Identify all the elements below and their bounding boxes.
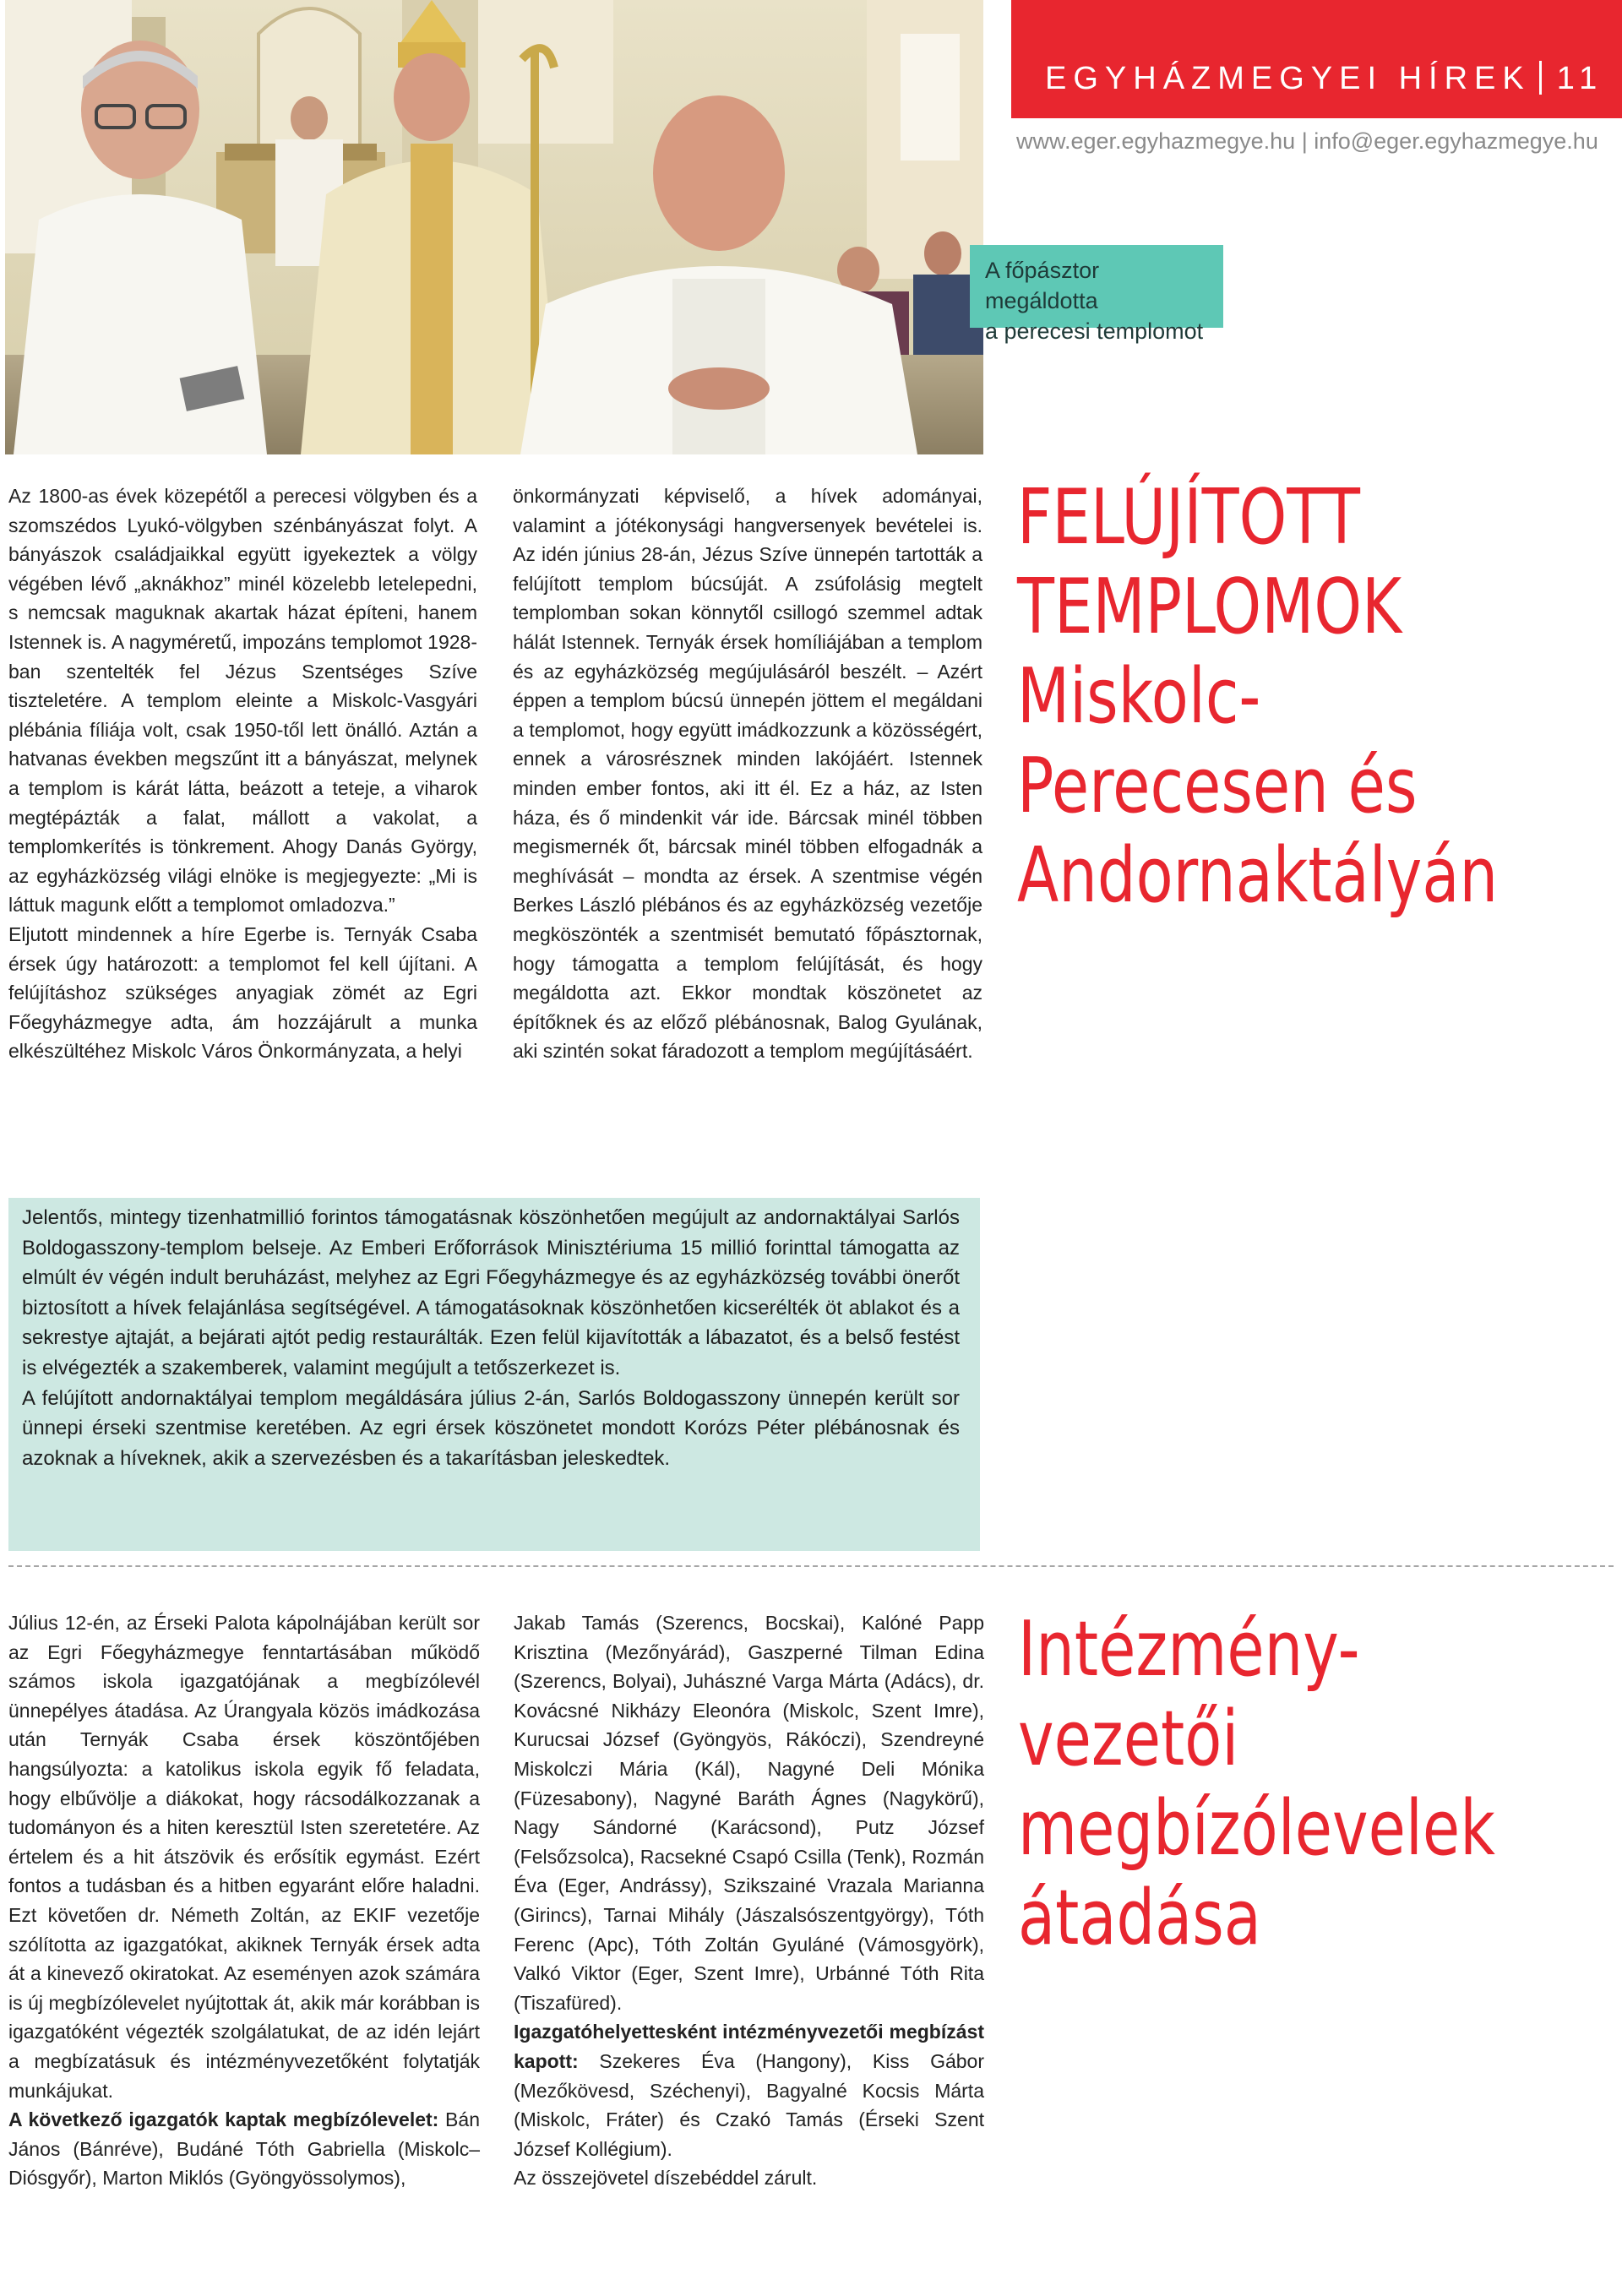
article1-column-1 <box>8 482 477 1066</box>
caption-line-1: A főpásztor megáldotta <box>985 258 1100 313</box>
article1-paragraph-3: önkormányzati képviselő, a hívek adományai, valamint a jótékonysági hangversenyek bevételei is. Az idén június 28-án, Jézus Szíve ünnepén tartották a felújított templom búcsúját. A zsúfolásig megtelt templomban sokan könnytől csillogó szemmel adtak hálát Istennek. Ternyák érsek homíliájában a templom és az egyházközség megújulásáról beszélt. – Azért éppen a templom búcsú ünnepén jöttem el megáldani a templomot, hogy együtt imádkozzunk a közösségért, ennek a városrésznek minden lakójáért. Istennek minden ember fontos, aki itt él. Ez a ház, az Isten háza, és ő mindenkit vár ide. Bárcsak minél többen megismernék őt, bárcsak minél többen elfogadnák a meghívását – mondta az érsek. A szentmise végén Berkes László plébános és az egyházközség vezetője megköszönték a szentmisét bemutató főpásztornak, hogy támogatta a templom felújítását, és hogy megáldotta azt. Ekkor mondtak köszönetet az építőknek és az előző plébánosnak, Balog Gyulának, aki szintén sokat fáradozott a templom megújításáért. <box>513 485 982 1063</box>
section-name: EGYHÁZMEGYEI HÍREK <box>1045 61 1531 96</box>
article1-paragraph-2: Eljutott mindennek a híre Egerbe is. Ternyák Csaba érsek úgy határozott: a templomot fel kell újítani. A felújításhoz szükséges anyagiak zömét az Egri Főegyházmegye adta, ám hozzájárult a munka elkészültéhez Miskolc Város Önkormányzata, a helyi <box>8 922 477 1063</box>
header-separator <box>1539 61 1542 95</box>
headline-line-3: Miskolc- <box>1017 652 1261 741</box>
directors-list-continued: Jakab Tamás (Szerencs, Bocskai), Kalóné Papp Krisztina (Mezőnyárád), Gaszperné Tilman Edina (Szerencs, Bolyai), Juhászné Varga Márta (Adács), dr. Kovácsné Nikházy Eleonóra (Miskolc, Szent Imre), Kurucsai József (Gyöngyös, Rákóczi), Szendreyné Miskolczi Mária (Kál), Nagyné Deli Mónika (Füzesabony), Nagyné Baráth Ágnes (Nagykörű), Nagy Sándorné (Karácsond), Putz József (Felsőzsolca), Racsekné Csapó Csilla (Tenk), Rozmán Éva (Eger, Andrássy), Szikszainé Vrazala Marianna (Girincs), Tarnai Mihály (Jászalsószentgyörgy), Tóth Ferenc (Apc), Tóth Zoltán Gyuláné (Vámosgyörk), Valkó Viktor (Eger, Szent Imre), Urbánné Tóth Rita (Tiszafüred). <box>514 1612 984 2014</box>
headline2-line-1: Intézmény- <box>1018 1605 1360 1694</box>
article2-column-1 <box>8 1608 480 2193</box>
header-bar <box>1011 0 1622 118</box>
headline2-line-4: átadása <box>1018 1874 1261 1962</box>
deputies-list: Szekeres Éva (Hangony), Kiss Gábor (Mezőkövesd, Széchenyi), Bagyalné Kocsis Márta (Miskolc, Fráter) és Czakó Tamás (Érseki Szent József Kollégium). <box>514 2049 984 2160</box>
article1-column-2 <box>513 482 982 1066</box>
directors-heading: A következő igazgatók kaptak megbízólevelet: <box>8 2108 439 2131</box>
article1-headline <box>1017 473 1498 921</box>
headline-line-2: TEMPLOMOK <box>1017 563 1402 651</box>
page-number: 11 <box>1556 61 1604 96</box>
photo-illustration <box>5 0 983 454</box>
headline2-line-3: megbízólevelek <box>1018 1784 1495 1873</box>
headline-line-5: Andornaktályán <box>1017 831 1499 920</box>
church-blessing-photo <box>5 0 983 454</box>
article2-headline <box>1018 1605 1495 1963</box>
header-web-address[interactable]: www.eger.egyhazmegye.hu | info@eger.egyhazmegye.hu <box>1016 128 1598 154</box>
deputies-heading: Igazgatóhelyettesként intézményvezetői megbízást kapott: <box>514 2021 984 2072</box>
article2-closing: Az összejövetel díszebéddel zárult. <box>514 2167 818 2190</box>
directors-list-start: Bán János (Bánréve), Budáné Tóth Gabriella (Miskolc–Diósgyőr), Marton Miklós (Gyöngyössolymos), <box>8 2108 480 2190</box>
headline-line-4: Perecesen és <box>1017 742 1418 830</box>
article2-paragraph-deputies <box>514 2017 984 2163</box>
caption-line-2: a perecesi templomot <box>985 318 1204 344</box>
andornaktalya-text <box>22 1203 960 1473</box>
section-divider <box>8 1565 1614 1567</box>
headline-line-1: FELÚJÍTOTT <box>1017 473 1360 562</box>
headline2-line-2: vezetői <box>1018 1695 1239 1783</box>
article2-column-2 <box>514 1608 984 2193</box>
article2-paragraph-2 <box>8 2105 480 2193</box>
article1-paragraph-1: Az 1800-as évek közepétől a perecesi völgyben és a szomszédos Lyukó-völgyben szénbányászat folyt. A bányászok családjaikkal együtt igyekeztek a völgy végében lévő „aknákhoz” minél közelebb letelepedni, s nemcsak maguknak akartak házat építeni, hanem Istennek is. A nagyméretű, impozáns templomot 1928-ban szentelték fel Jézus Szentséges Szíve tiszteletére. A templom eleinte a Miskolc-Vasgyári plébánia fíliája volt, csak 1950-től lett önálló. Aztán a hatvanas években megszűnt itt a bányászat, melynek a templom is kárát látta, beázott a teteje, a viharok megtépázták a falat, mállott a vakolat, a templomkerítés is tönkrement. Ahogy Danás György, az egyházközség világi elnöke is megjegyezte: „Mi is láttuk magunk előtt a templomot omladozva.” <box>8 485 477 917</box>
article2-paragraph-1: Július 12-én, az Érseki Palota kápolnájában került sor az Egri Főegyházmegye fenntartásában működő számos iskola igazgatójának a megbízólevél ünnepélyes átadása. Az Úrangyala közös imádkozása után Ternyák Csaba érsek köszöntőjében hangsúlyozta: a katolikus iskola egyik fő feladata, hogy elbűvölje a diákokat, hogy rácsodálkozzanak a tudományon és a hiten keresztül Isten szeretetére. Az értelem és a hit átszövik és erősítik egymást. Ezért fontos a tudásban és a hitben egyaránt előre haladni. Ezt követően dr. Németh Zoltán, az EKIF vezetője szólította az igazgatókat, akiknek Ternyák érsek adta át a kinevező okiratokat. Az eseményen azok számára is új megbízólevelet nyújtottak át, akik már korábban is igazgatóként végezték szolgálatukat, de az idén lejárt a megbízatásuk és intézményvezetőként folytatják munkájukat. <box>8 1612 480 2102</box>
box-paragraph-1: Jelentős, mintegy tizenhatmillió forintos támogatásnak köszönhetően megújult az andornaktályai Sarlós Boldogasszony-templom belseje. Az Emberi Erőforrások Minisztériuma 15 millió forinttal támogatta az elmúlt év végén indult beruházást, melyhez az Egri Főegyházmegye és az egyházközség további önerőt biztosított a hívek felajánlása segítségével. A támogatásoknak köszönhetően kicserélték öt ablakot és a sekrestye ajtaját, a bejárati ajtót pedig restaurálták. Ezen felül kijavították a lábazatot, és a belső festést is elvégezték a szakemberek, valamint megújult a tetőszerkezet is. <box>22 1206 960 1379</box>
box-paragraph-2: A felújított andornaktályai templom megáldására július 2-án, Sarlós Boldogasszony ünnepén került sor ünnepi érseki szentmise keretében. Az egri érsek köszönetet mondott Korózs Péter plébánosnak és azoknak a híveknek, akik a szervezésben és a takarításban jeleskedtek. <box>22 1386 960 1470</box>
section-title <box>1045 61 1603 97</box>
photo-caption <box>970 245 1223 344</box>
